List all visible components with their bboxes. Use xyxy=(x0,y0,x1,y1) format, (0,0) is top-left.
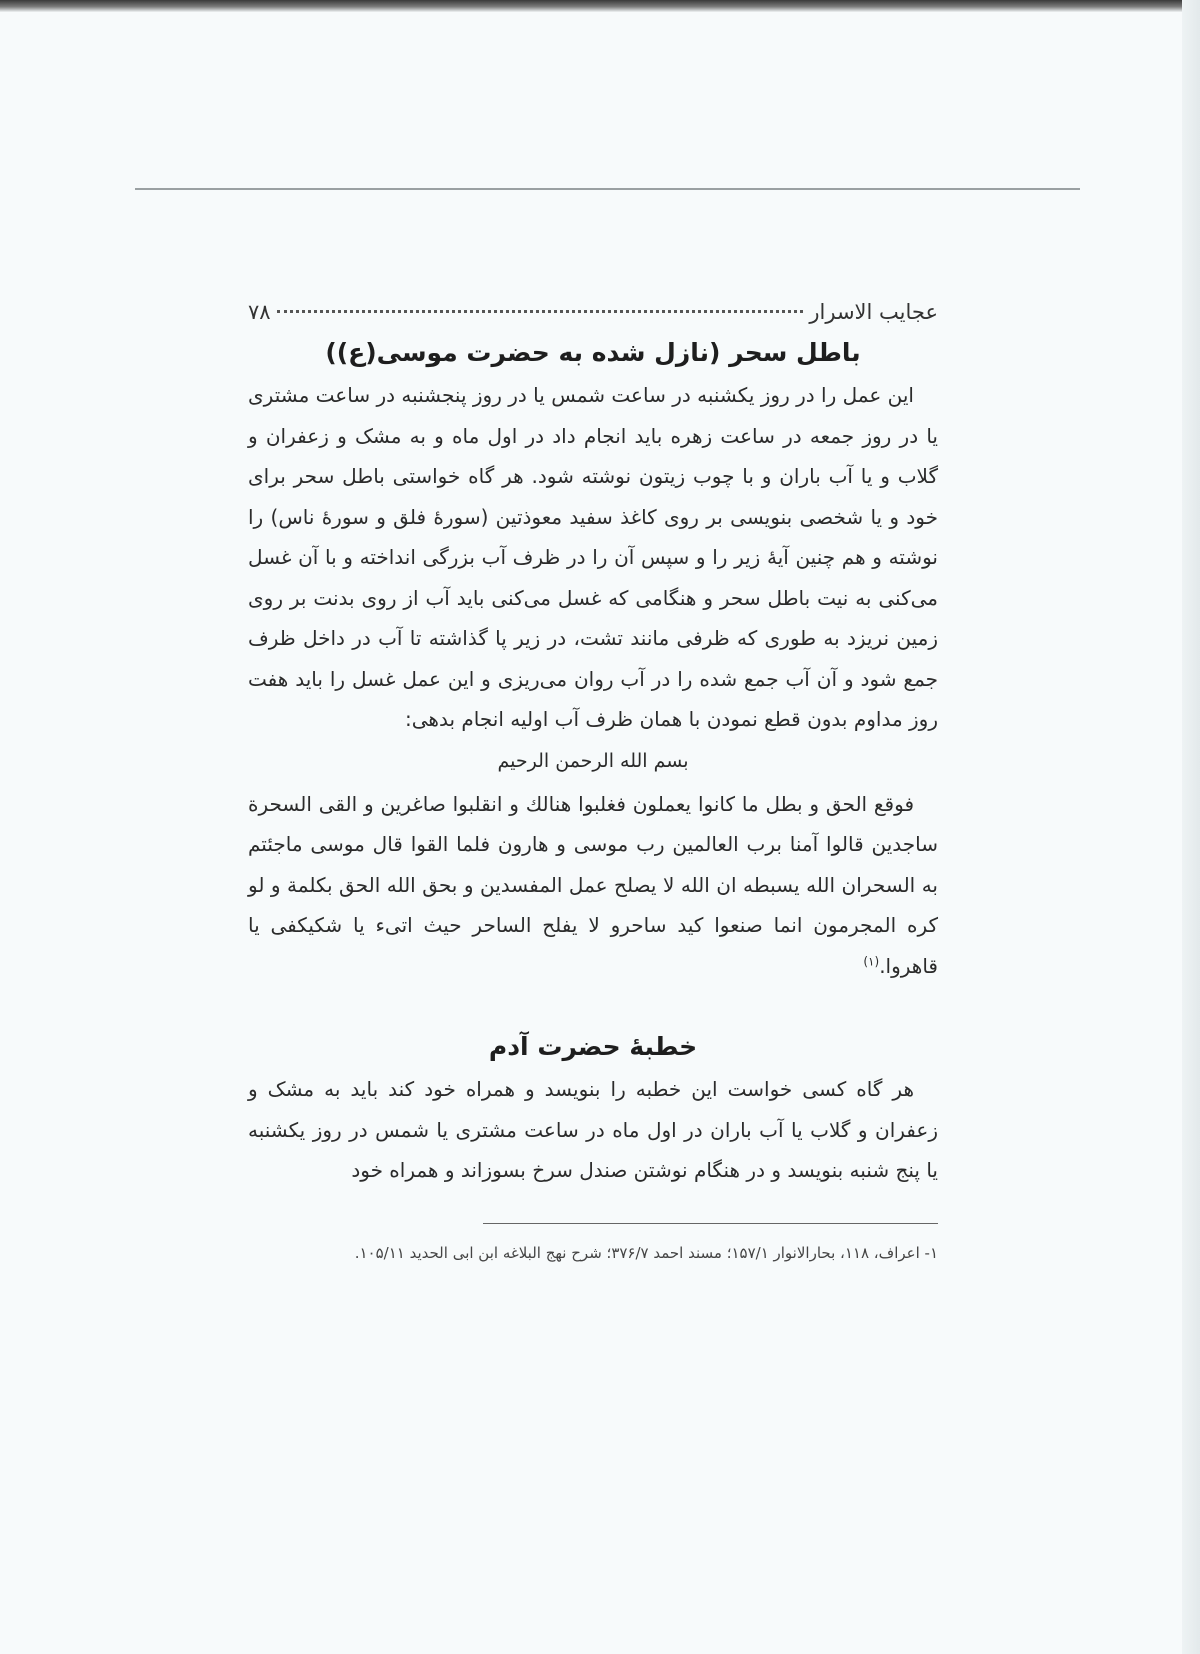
bismillah-line: بسم الله الرحمن الرحیم xyxy=(497,749,689,772)
footnote-marker: (۱) xyxy=(863,953,880,968)
section-khotbe-adam xyxy=(248,1032,938,1191)
section-heading: خطبهٔ حضرت آدم xyxy=(488,1032,698,1061)
verse-paragraph xyxy=(248,784,938,987)
verse-text: فوقع الحق و بطل ما کانوا یعملون فغلبوا هنالك و انقلبوا صاغرین و القی السحرة ساجدین قالوا آمنا برب العالمین رب موسی و هارون فلما القوا قال موسی ماجئتم به السحران الله یسبطه ان الله لا یصلح عمل المفسدین و بحق الله الحق بکلمة و لو کره المجرمون انما صنعوا کید ساحرو لا یفلح الساحر حیث اتیء یا شکیکفی یا قاهروا. xyxy=(248,791,938,978)
section-batel-sehr xyxy=(248,338,938,986)
section-heading: باطل سحر (نازل شده به حضرت موسی(ع)) xyxy=(325,338,861,367)
book-title: عجایب الاسرار xyxy=(809,300,938,324)
page-number: ۷۸ xyxy=(248,300,271,324)
body-paragraph: هر گاه کسی خواست این خطبه را بنویسد و همراه خود کند باید به مشک و زعفران و گلاب یا آب باران در اول ماه در ساعت مشتری یا شمس در روز یکشنبه یا پنج شنبه بنویسد و در هنگام نوشتن صندل سرخ بسوزاند و همراه خود xyxy=(248,1077,938,1182)
running-head xyxy=(248,300,938,336)
scan-top-edge xyxy=(0,0,1200,12)
dot-leader xyxy=(277,310,804,313)
footnote-divider xyxy=(483,1223,938,1224)
scan-fold-line xyxy=(135,188,1080,190)
scan-right-edge xyxy=(1182,0,1200,1654)
footnote: ۱- اعراف، ۱۱۸، بحارالانوار ۱۵۷/۱؛ مسند احمد ۳۷۶/۷؛ شرح نهج البلاغه ابن ابی الحدید ۱۰۵/۱۱. xyxy=(354,1243,938,1262)
book-page xyxy=(248,300,938,1272)
body-paragraph: این عمل را در روز یکشنبه در ساعت شمس یا در روز پنجشنبه در ساعت مشتری یا در روز جمعه در ساعت زهره باید انجام داد در اول ماه و به مشک و زعفران و گلاب و یا آب باران و با چوب زیتون نوشته شود. هر گاه خواستی باطل سحر برای خود و یا شخصی بنویسی بر روی کاغذ سفید معوذتین (سورهٔ فلق و سورهٔ ناس) را نوشته و هم چنین آیهٔ زیر را و سپس آن را در ظرف آب بزرگی انداخته و با آن غسل می‌کنی به نیت باطل سحر و هنگامی که غسل می‌کنی باید آب از روی بدنت بر روی زمین نریزد به طوری که ظرفی مانند تشت، در زیر پا گذاشته تا آب در داخل ظرف جمع شود و آن آب جمع شده را در آب روان می‌ریزی و این عمل غسل را باید هفت روز مداوم بدون قطع نمودن با همان ظرف آب اولیه انجام بدهی: xyxy=(248,383,938,731)
